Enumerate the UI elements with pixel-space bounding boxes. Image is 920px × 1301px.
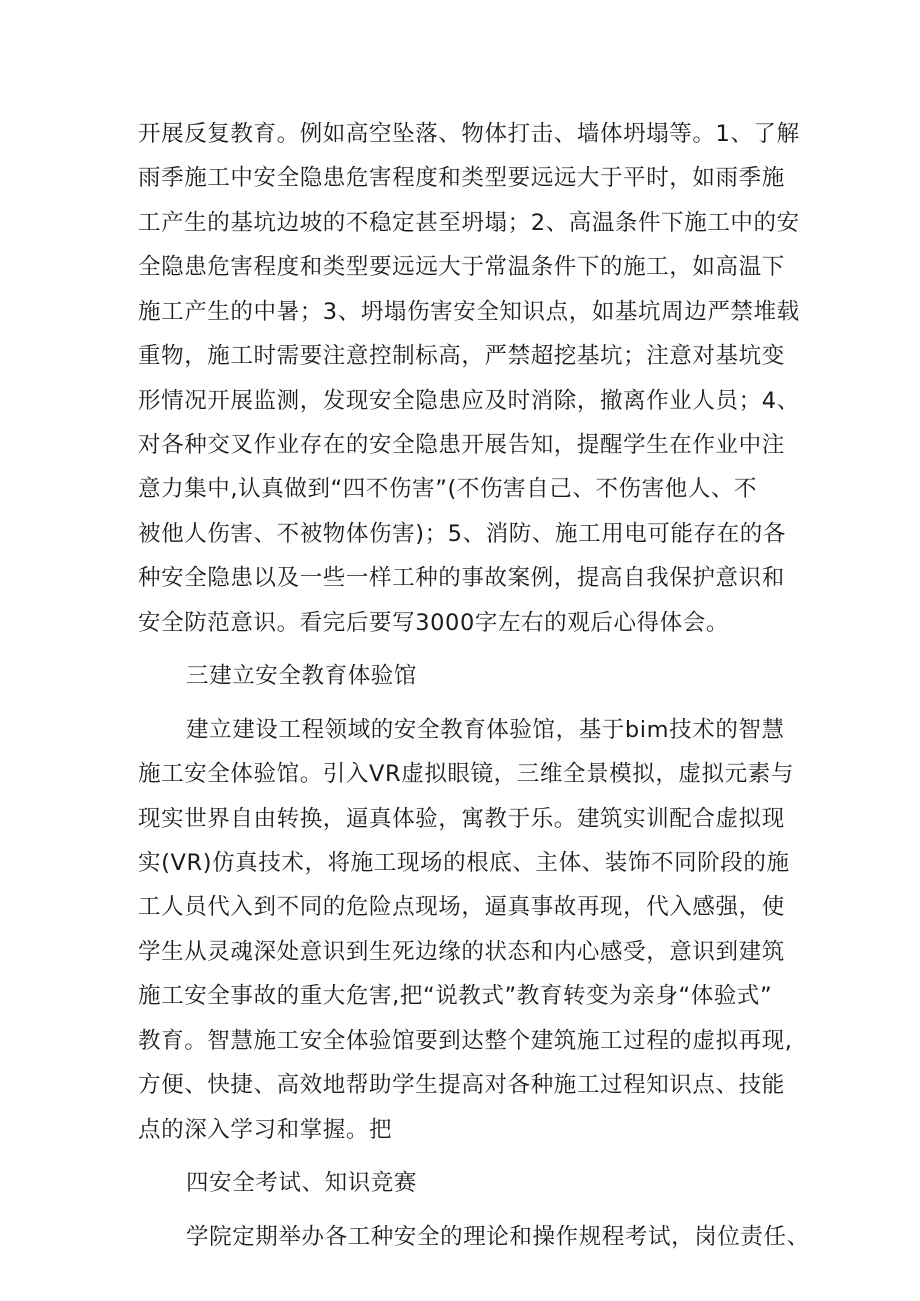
paragraph-line: 开展反复教育。例如高空坠落、物体打击、墙体坍塌等。1、了解	[138, 121, 800, 147]
paragraph-line: 施工产生的中暑；3、坍塌伤害安全知识点，如基坑周边严禁堆载	[138, 299, 800, 325]
paragraph-line: 工人员代入到不同的危险点现场，逼真事故再现，代入感强，使	[138, 894, 785, 920]
paragraph-line: 全隐患危害程度和类型要远远大于常温条件下的施工，如高温下	[138, 254, 785, 280]
paragraph-line: 对各种交叉作业存在的安全隐患开展告知，提醒学生在作业中注	[138, 432, 785, 458]
paragraph-line: 安全防范意识。看完后要写3000字左右的观后心得体会。	[138, 610, 729, 636]
paragraph-line: 重物，施工时需要注意控制标高，严禁超挖基坑；注意对基坑变	[138, 343, 785, 369]
paragraph-line: 种安全隐患以及一些一样工种的事故案例，提高自我保护意识和	[138, 565, 785, 591]
paragraph-line: 实(VR)仿真技术，将施工现场的根底、主体、装饰不同阶段的施	[138, 850, 790, 876]
paragraph-line: 施工安全体验馆。引入VR虚拟眼镜，三维全景模拟，虚拟元素与	[138, 761, 794, 787]
paragraph-line: 学院定期举办各工种安全的理论和操作规程考试，岗位责任、	[186, 1224, 810, 1250]
section-heading: 三建立安全教育体验馆	[186, 663, 418, 689]
paragraph-line: 被他人伤害、不被物体伤害)；5、消防、施工用电可能存在的各	[138, 521, 786, 547]
paragraph-line: 方便、快捷、高效地帮助学生提高对各种施工过程知识点、技能	[138, 1072, 785, 1098]
paragraph-line: 意力集中,认真做到“四不伤害”(不伤害自己、不伤害他人、不	[138, 476, 758, 502]
paragraph-line: 施工安全事故的重大危害,把“说教式”教育转变为亲身“体验式”	[138, 983, 773, 1009]
paragraph-line: 工产生的基坑边坡的不稳定甚至坍塌；2、高温条件下施工中的安	[138, 210, 800, 236]
paragraph-line: 学生从灵魂深处意识到生死边缘的状态和内心感受，意识到建筑	[138, 939, 785, 965]
paragraph-line: 现实世界自由转换，逼真体验，寓教于乐。建筑实训配合虚拟现	[138, 806, 785, 832]
paragraph-line: 建立建设工程领域的安全教育体验馆，基于bim技术的智慧	[186, 717, 785, 743]
section-heading: 四安全考试、知识竞赛	[186, 1170, 418, 1196]
paragraph-line: 形情况开展监测，发现安全隐患应及时消除，撤离作业人员；4、	[138, 388, 800, 414]
paragraph-line: 雨季施工中安全隐患危害程度和类型要远远大于平时，如雨季施	[138, 165, 785, 191]
paragraph-line: 点的深入学习和掌握。把	[138, 1117, 393, 1143]
paragraph-line: 教育。智慧施工安全体验馆要到达整个建筑施工过程的虚拟再现,	[138, 1028, 793, 1054]
